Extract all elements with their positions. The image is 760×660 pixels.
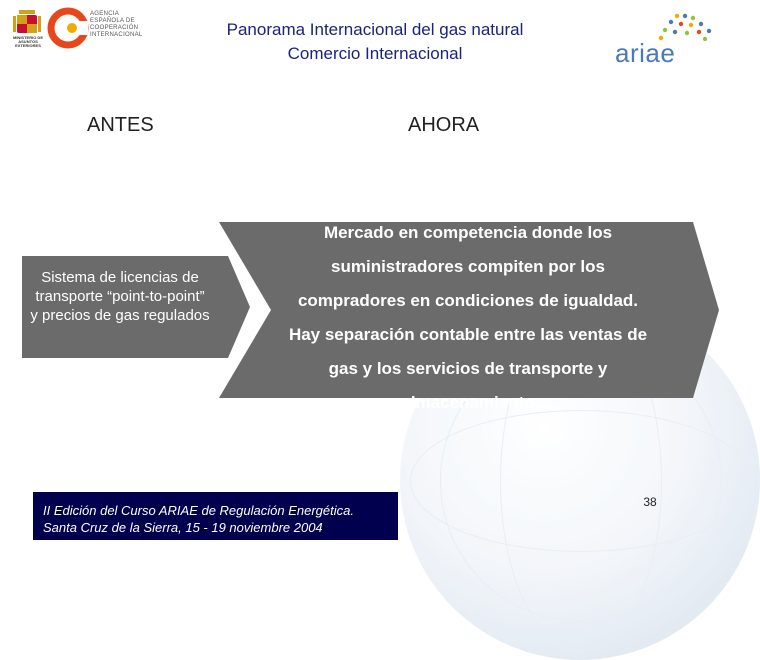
ahora-text-area (219, 222, 719, 412)
ahora-line-2: suministradores compiten por los (331, 257, 605, 276)
antes-description: Sistema de licencias de transporte “point-to-point” y precios de gas regulados (30, 269, 210, 324)
aecid-logo-icon (48, 8, 88, 48)
ahora-line-5: gas y los servicios de transporte y (328, 359, 608, 378)
ahora-heading: AHORA (408, 114, 480, 136)
ahora-line-6: almacenamiento (401, 393, 535, 412)
title-line-1: Panorama Internacional del gas natural (226, 20, 524, 39)
footer-line-2: Santa Cruz de la Sierra, 15 - 19 noviembre 2004 (43, 520, 323, 535)
ahora-line-3: compradores en condiciones de igualdad. (297, 291, 639, 310)
page-number: 38 (643, 495, 657, 509)
ahora-line-4: Hay separación contable entre las ventas de (288, 325, 648, 344)
footer-bar (33, 492, 398, 540)
ministry-label: MINISTERIO DE ASUNTOS EXTERIORES (12, 35, 43, 48)
antes-heading: ANTES (87, 114, 154, 136)
agency-name: AGENCIA ESPAÑOLA DE COOPERACIÓN INTERNACIONAL (90, 11, 143, 38)
page-title (160, 18, 590, 66)
header-logos-left (8, 6, 158, 52)
ahora-line-1: Mercado en competencia donde los (323, 223, 613, 242)
ariae-wordmark: ariae (615, 38, 676, 68)
footer-text (43, 502, 354, 536)
footer-line-1: II Edición del Curso ARIAE de Regulación Energética. (43, 503, 354, 518)
ariae-logo (615, 12, 715, 68)
title-line-2: Comercio Internacional (287, 44, 463, 63)
ahora-description (253, 216, 683, 420)
